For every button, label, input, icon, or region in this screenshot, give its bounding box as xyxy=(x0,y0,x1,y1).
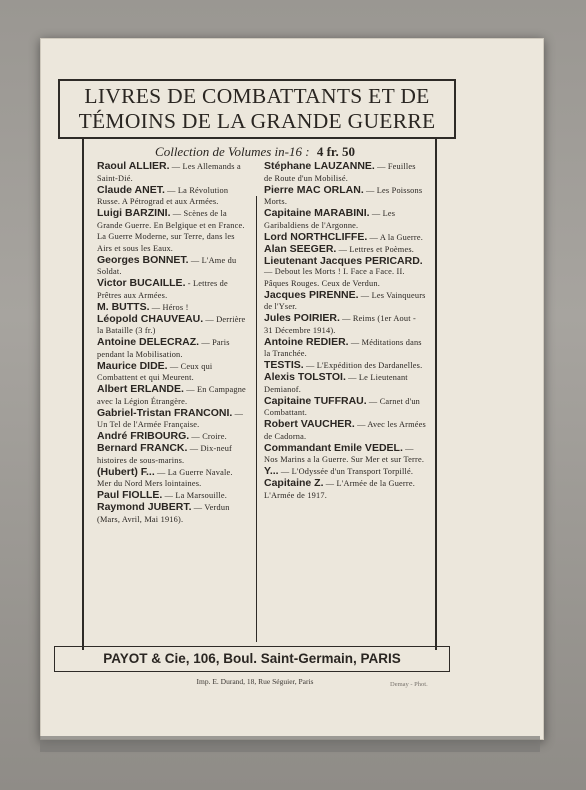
book-entry xyxy=(264,208,426,231)
book-title: — Feuilles de Route d'un Mobilisé. xyxy=(264,162,416,183)
book-title: — La Révolution Russe. A Pétrograd et aux Armées. xyxy=(97,185,229,206)
book-entry xyxy=(97,408,247,431)
photo-credit: Demay - Phot. xyxy=(390,681,428,688)
book-entry xyxy=(97,443,247,466)
author-name: Luigi BARZINI. xyxy=(97,207,171,219)
book-title: — Lettres et Poèmes. xyxy=(338,244,415,254)
book-title: - Lettres de Prêtres aux Armées. xyxy=(97,279,228,300)
book-entry xyxy=(97,490,247,502)
book-title: — La Marsouille. xyxy=(164,491,228,500)
book-entry xyxy=(97,384,247,407)
author-name: Antoine DELECRAZ. xyxy=(97,336,200,348)
book-entry xyxy=(97,337,247,360)
author-name: Raymond JUBERT. xyxy=(97,501,192,513)
book-title: — L'Odyssée d'un Transport Torpillé. xyxy=(280,467,414,476)
author-name: Lieutenant Jacques PERICARD. xyxy=(264,254,423,267)
book-entry xyxy=(97,278,247,301)
column-divider xyxy=(256,196,257,642)
book-title: — Ceux qui Combattent et qui Meurent. xyxy=(97,361,213,382)
book-title: — En Campagne avec la Légion Étrangère. xyxy=(97,385,246,406)
author-name: Jacques PIRENNE. xyxy=(264,288,359,301)
book-title: — L'Armée de la Guerre. L'Armée de 1917. xyxy=(264,479,416,500)
book-title: — Héros ! xyxy=(151,302,189,312)
printer-line: Imp. E. Durand, 18, Rue Séguier, Paris xyxy=(196,677,314,686)
author-name: Robert VAUCHER. xyxy=(264,418,355,430)
book-title: — Paris pendant la Mobilisation. xyxy=(97,338,230,359)
frame-right-rule xyxy=(435,138,437,650)
book-title: — Carnet d'un Combattant. xyxy=(264,396,421,417)
author-name: Albert ERLANDE. xyxy=(97,383,184,395)
book-entry xyxy=(97,431,247,443)
book-entry xyxy=(264,478,426,501)
book-entry xyxy=(264,161,426,184)
book-entry xyxy=(264,244,426,256)
title-line-1: LIVRES DE COMBATTANTS ET DE xyxy=(84,84,430,108)
author-name: Capitaine MARABINI. xyxy=(264,207,370,219)
title-box xyxy=(58,79,456,139)
book-title: — Verdun (Mars, Avril, Mai 1916). xyxy=(97,503,230,524)
author-name: Claude ANET. xyxy=(97,183,165,196)
book-title: — L'Expédition des Dardanelles. xyxy=(305,361,423,370)
author-name: Bernard FRANCK. xyxy=(97,442,188,454)
book-title: — Le Lieutenant Demianof. xyxy=(264,373,408,394)
book-title: — Avec les Armées de Cadorna. xyxy=(264,420,426,441)
left-book-list xyxy=(97,161,247,526)
book-title: — La Guerre Navale. Mer du Nord Mers lointaines. xyxy=(97,467,233,488)
book-entry xyxy=(264,256,426,290)
book-entry xyxy=(97,361,247,384)
book-title: — Les Allemands a Saint-Dié. xyxy=(97,162,241,183)
title-line-2: TÉMOINS DE LA GRANDE GUERRE xyxy=(78,109,436,133)
book-entry xyxy=(97,161,247,184)
book-title: — Un Tel de l'Armée Française. xyxy=(97,408,244,429)
book-entry xyxy=(97,502,247,525)
book-entry xyxy=(264,466,426,478)
author-name: André FRIBOURG. xyxy=(97,430,190,442)
book-entry xyxy=(97,208,247,254)
author-name: Capitaine TUFFRAU. xyxy=(264,394,367,407)
book-title: — Reims (1er Aout - 31 Décembre 1914). xyxy=(264,314,416,335)
author-name: Léopold CHAUVEAU. xyxy=(97,312,204,325)
book-entry xyxy=(264,419,426,442)
book-entry xyxy=(97,302,247,314)
author-name: Alexis TOLSTOI. xyxy=(264,371,346,383)
author-name: Alan SEEGER. xyxy=(264,242,337,255)
book-title: — Les Garibaldiens de l'Argonne. xyxy=(264,209,396,230)
book-entry xyxy=(264,313,426,336)
book-title: — Les Vainqueurs de l'Yser. xyxy=(264,290,426,311)
book-title: — Méditations dans la Tranchée. xyxy=(264,337,422,358)
book-entry xyxy=(264,396,426,419)
book-entry xyxy=(264,443,426,466)
author-name: Capitaine Z. xyxy=(264,477,324,489)
book-entry xyxy=(264,185,426,208)
author-name: Victor BUCAILLE. xyxy=(97,277,186,289)
author-name: Pierre MAC ORLAN. xyxy=(264,183,364,196)
book-title: — Les Poissons Morts. xyxy=(264,185,423,206)
book-entry xyxy=(264,337,426,360)
author-name: (Hubert) F... xyxy=(97,465,155,478)
author-name: Maurice DIDE. xyxy=(97,359,168,372)
book-title: — Croire. xyxy=(191,432,227,441)
publisher-box: PAYOT & Cie, 106, Boul. Saint-Germain, PARIS xyxy=(54,646,450,672)
collection-price: 4 fr. 50 xyxy=(316,144,355,159)
book-entry xyxy=(264,232,426,244)
author-name: Gabriel-Tristan FRANCONI. xyxy=(97,406,233,419)
author-name: Commandant Emile VEDEL. xyxy=(264,441,403,454)
author-name: Y... xyxy=(264,465,279,477)
author-name: Jules POIRIER. xyxy=(264,312,340,324)
author-name: Paul FIOLLE. xyxy=(97,489,163,501)
book-title: — Scènes de la Grande Guerre. En Belgique et en France. La Guerre Moderne, sur Terre, dans les Airs et sous les Eaux. xyxy=(97,209,245,253)
collection-line xyxy=(95,144,415,160)
book-entry xyxy=(97,467,247,490)
book-shadow xyxy=(40,736,540,752)
book-entry xyxy=(97,314,247,337)
author-name: Antoine REDIER. xyxy=(264,335,349,348)
book-title: — L'Ame du Soldat. xyxy=(97,255,237,276)
book-title: — A la Guerre. xyxy=(369,232,423,242)
author-name: M. BUTTS. xyxy=(97,300,150,313)
frame-left-rule xyxy=(82,138,84,650)
book-title: — Derrière la Bataille (3 fr.) xyxy=(97,314,246,335)
book-entry xyxy=(97,255,247,278)
right-book-list xyxy=(264,161,426,502)
author-name: Raoul ALLIER. xyxy=(97,160,170,172)
author-name: Stéphane LAUZANNE. xyxy=(264,160,375,172)
author-name: Lord NORTHCLIFFE. xyxy=(264,230,368,243)
book-title: — Debout les Morts ! I. Face a Face. II. Pâques Rouges. Ceux de Verdun. xyxy=(264,267,405,288)
book-title: — Nos Marins a la Guerre. Sur Mer et sur Terre. xyxy=(264,443,425,464)
collection-label: Collection de Volumes in-16 : xyxy=(155,144,310,159)
book-entry xyxy=(264,372,426,395)
book-entry xyxy=(264,290,426,313)
author-name: TESTIS. xyxy=(264,359,304,371)
book-entry xyxy=(264,360,426,372)
author-name: Georges BONNET. xyxy=(97,253,189,266)
book-title: — Dix-neuf histoires de sous-marins. xyxy=(97,444,233,465)
book-entry xyxy=(97,185,247,208)
